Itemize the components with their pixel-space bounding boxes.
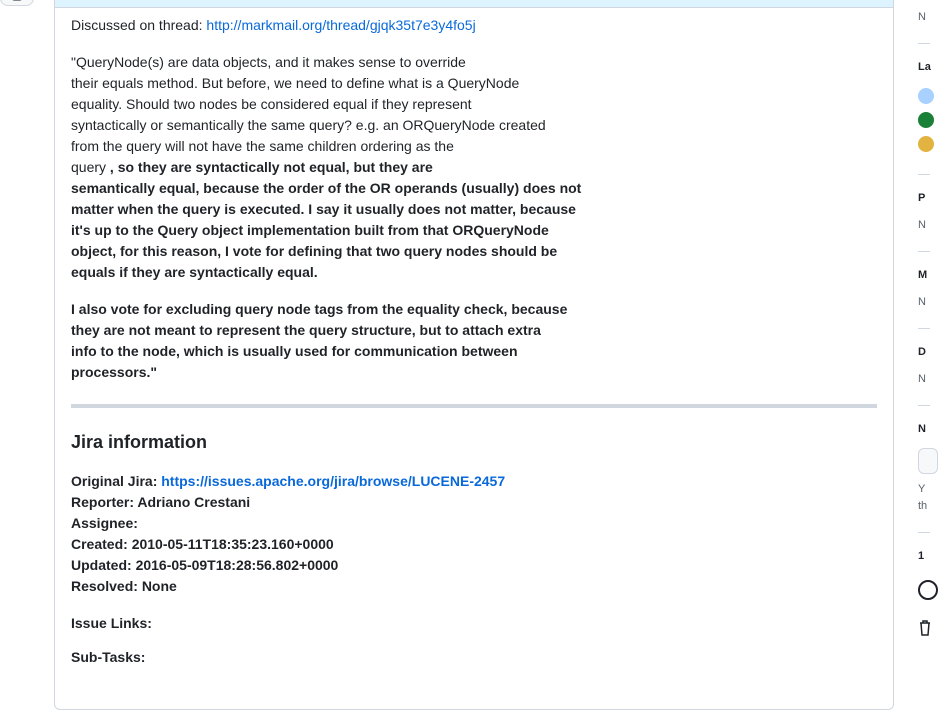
updated-row — [71, 555, 505, 576]
discussed-label: Discussed on thread: — [71, 17, 203, 33]
jira-info — [71, 471, 505, 668]
reporter-label: Reporter: — [71, 494, 135, 510]
quote-line-bold: object, for this reason, I vote for defining that two query nodes should be — [71, 243, 558, 259]
sidebar-divider — [918, 532, 930, 533]
milestone-value: N — [918, 296, 926, 308]
sidebar-divider — [918, 328, 930, 329]
quote-line-mixed — [71, 157, 881, 178]
issue-description-card — [54, 0, 894, 710]
quote-line-bold: I also vote for excluding query node tags from the equality check, because — [71, 301, 568, 317]
quote-line-bold: it's up to the Query object implementation built from that ORQueryNode — [71, 222, 549, 238]
label-chip[interactable] — [918, 88, 934, 104]
quote-line-bold: matter when the query is executed. I say it usually does not matter, because — [71, 201, 576, 217]
notifications-heading: N — [918, 423, 926, 435]
subscribe-button[interactable] — [918, 448, 938, 474]
quote-line: "QueryNode(s) are data objects, and it makes sense to override — [71, 54, 466, 70]
projects-value: N — [918, 219, 926, 231]
created-value: 2010-05-11T18:35:23.160+0000 — [131, 536, 334, 552]
notifications-text-2: th — [918, 500, 928, 512]
right-sidebar — [918, 0, 931, 670]
quote-line-bold: semantically equal, because the order of the OR operands (usually) does not — [71, 180, 582, 196]
development-value: N — [918, 373, 926, 385]
jira-heading: Jira information — [71, 432, 208, 452]
quote-line-bold: equals if they are syntactically equal. — [71, 264, 318, 280]
reporter-value: Adriano Crestani — [137, 494, 251, 510]
thread-link[interactable]: http://markmail.org/thread/gjqk35t7e3y4fo5j — [206, 17, 476, 33]
smiley-icon — [11, 0, 23, 1]
created-row — [71, 534, 505, 555]
sidebar-divider — [918, 251, 930, 252]
resolved-value: None — [141, 578, 177, 594]
quote-line: syntactically or semantically the same query? e.g. an ORQueryNode created — [71, 117, 546, 133]
projects-heading[interactable]: P — [918, 192, 926, 204]
created-label: Created: — [71, 536, 128, 552]
quote-line: from the query will not have the same children ordering as the — [71, 138, 454, 154]
discussed-line — [71, 15, 881, 36]
issue-links-label: Issue Links: — [71, 615, 152, 631]
milestone-heading[interactable]: M — [918, 269, 928, 281]
notifications-text: Y — [918, 483, 926, 495]
quote-line-bold: they are not meant to represent the query structure, but to attach extra — [71, 322, 541, 338]
quote-line: equality. Should two nodes be considered equal if they represent — [71, 96, 472, 112]
quote-bold-fragment: , so they are syntactically not equal, but they are — [109, 159, 433, 175]
comment-options-button[interactable] — [0, 0, 34, 6]
resolved-label: Resolved: — [71, 578, 138, 594]
labels-heading[interactable]: La — [918, 61, 931, 73]
quote-line-bold: processors." — [71, 364, 158, 380]
quote-plain-fragment: query — [71, 159, 110, 175]
comment-header — [55, 0, 893, 8]
resolved-row — [71, 576, 505, 597]
subtasks-label: Sub-Tasks: — [71, 649, 146, 665]
sidebar-divider — [918, 174, 930, 175]
updated-value: 2016-05-09T18:28:56.802+0000 — [135, 557, 339, 573]
assignee-row — [71, 513, 505, 534]
label-chip[interactable] — [918, 136, 934, 152]
quote-line: their equals method. But before, we need to define what is a QueryNode — [71, 75, 520, 91]
reporter-row — [71, 492, 505, 513]
sidebar-divider — [918, 405, 930, 406]
section-divider — [71, 404, 877, 408]
updated-label: Updated: — [71, 557, 132, 573]
original-jira-row — [71, 471, 505, 492]
sidebar-divider — [918, 43, 930, 44]
issue-body — [71, 15, 881, 383]
label-chip[interactable] — [918, 112, 934, 128]
assignee-label: Assignee: — [71, 515, 138, 531]
participant-avatar[interactable] — [918, 580, 938, 600]
assignees-value: N — [918, 11, 926, 23]
development-heading[interactable]: D — [918, 346, 926, 358]
participants-heading: 1 — [918, 550, 925, 562]
original-jira-label: Original Jira: — [71, 473, 158, 489]
quote-line-bold: info to the node, which is usually used for communication between — [71, 343, 518, 359]
original-jira-link[interactable]: https://issues.apache.org/jira/browse/LUCENE-2457 — [161, 473, 506, 489]
trash-icon[interactable] — [918, 620, 932, 636]
